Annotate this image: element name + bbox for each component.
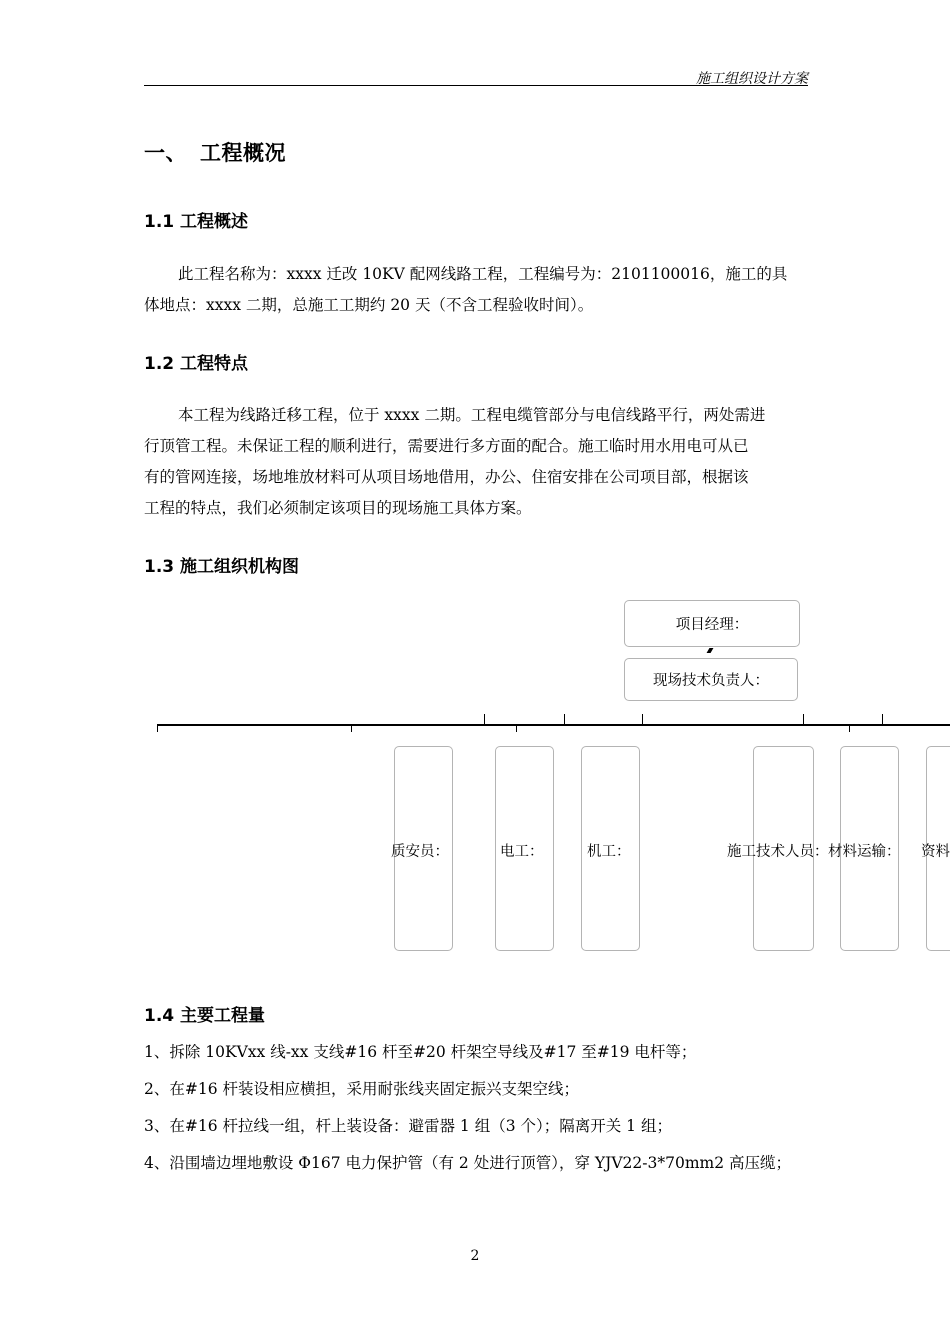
page-number: 2 [470,1248,480,1264]
subsection-heading-1-1: 1.1 工程概述 [144,212,249,232]
org-role-label: 施工技术人员： [727,844,829,860]
connector-mark [707,648,714,653]
org-tick [882,714,883,724]
org-role-label: 电工： [500,844,544,860]
paragraph-line: 工程的特点，我们必须制定该项目的现场施工具体方案。 [144,499,532,517]
org-box-tech-lead [624,658,798,701]
subsection-heading-1-2: 1.2 工程特点 [144,354,249,374]
subsection-heading-1-3: 1.3 施工组织机构图 [144,557,300,577]
list-item: 4、沿围墙边埋地敷设 Φ167 电力保护管（有 2 处进行顶管），穿 YJV22-3*70mm2 高压缆； [144,1154,792,1172]
org-horizontal-bar [157,724,950,726]
paragraph-line: 体地点：xxxx 二期，总施工工期约 20 天（不含工程验收时间）。 [144,296,594,314]
list-item: 3、在#16 杆拉线一组，杆上装设备：避雷器 1 组（3 个）；隔离开关 1 组； [144,1117,672,1135]
org-tick [484,714,485,724]
list-item: 1、拆除 10KVxx 线-xx 支线#16 杆至#20 杆架空导线及#17 至#19 电杆等； [144,1043,697,1061]
section-number: 一、 [144,141,187,165]
paragraph-features [144,400,808,524]
section-heading [144,137,286,167]
org-role-label: 材料运输： [828,844,901,860]
subsection-heading-1-4: 1.4 主要工程量 [144,1006,266,1026]
org-tick [564,714,565,724]
org-tick [642,714,643,724]
org-box-label: 项目经理： [675,617,749,633]
header-rule [144,85,808,86]
paragraph-line: 此工程名称为：xxxx 迁改 10KV 配网线路工程，工程编号为：2101100016，施工的具 [178,265,788,283]
org-tick [803,714,804,724]
running-header: 施工组织设计方案 [696,71,808,87]
org-tick [516,724,517,732]
list-item: 2、在#16 杆装设相应横担，采用耐张线夹固定振兴支架空线； [144,1080,580,1098]
org-tick [157,724,158,732]
org-role-label: 资料 [921,844,950,860]
paragraph-line: 行顶管工程。未保证工程的顺利进行，需要进行多方面的配合。施工临时用水用电可从已 [144,437,749,455]
org-box-label: 现场技术负责人： [653,673,769,689]
org-tick [849,724,850,732]
org-tick [351,724,352,732]
org-role-label: 机工： [587,844,631,860]
paragraph-line: 有的管网连接，场地堆放材料可从项目场地借用，办公、住宿安排在公司项目部，根据该 [144,468,749,486]
org-box-project-manager [624,600,800,647]
paragraph-line: 本工程为线路迁移工程，位于 xxxx 二期。工程电缆管部分与电信线路平行，两处需进 [178,406,766,424]
org-role-label: 质安员： [391,844,449,860]
paragraph-overview [144,259,808,321]
section-title: 工程概况 [200,141,286,165]
